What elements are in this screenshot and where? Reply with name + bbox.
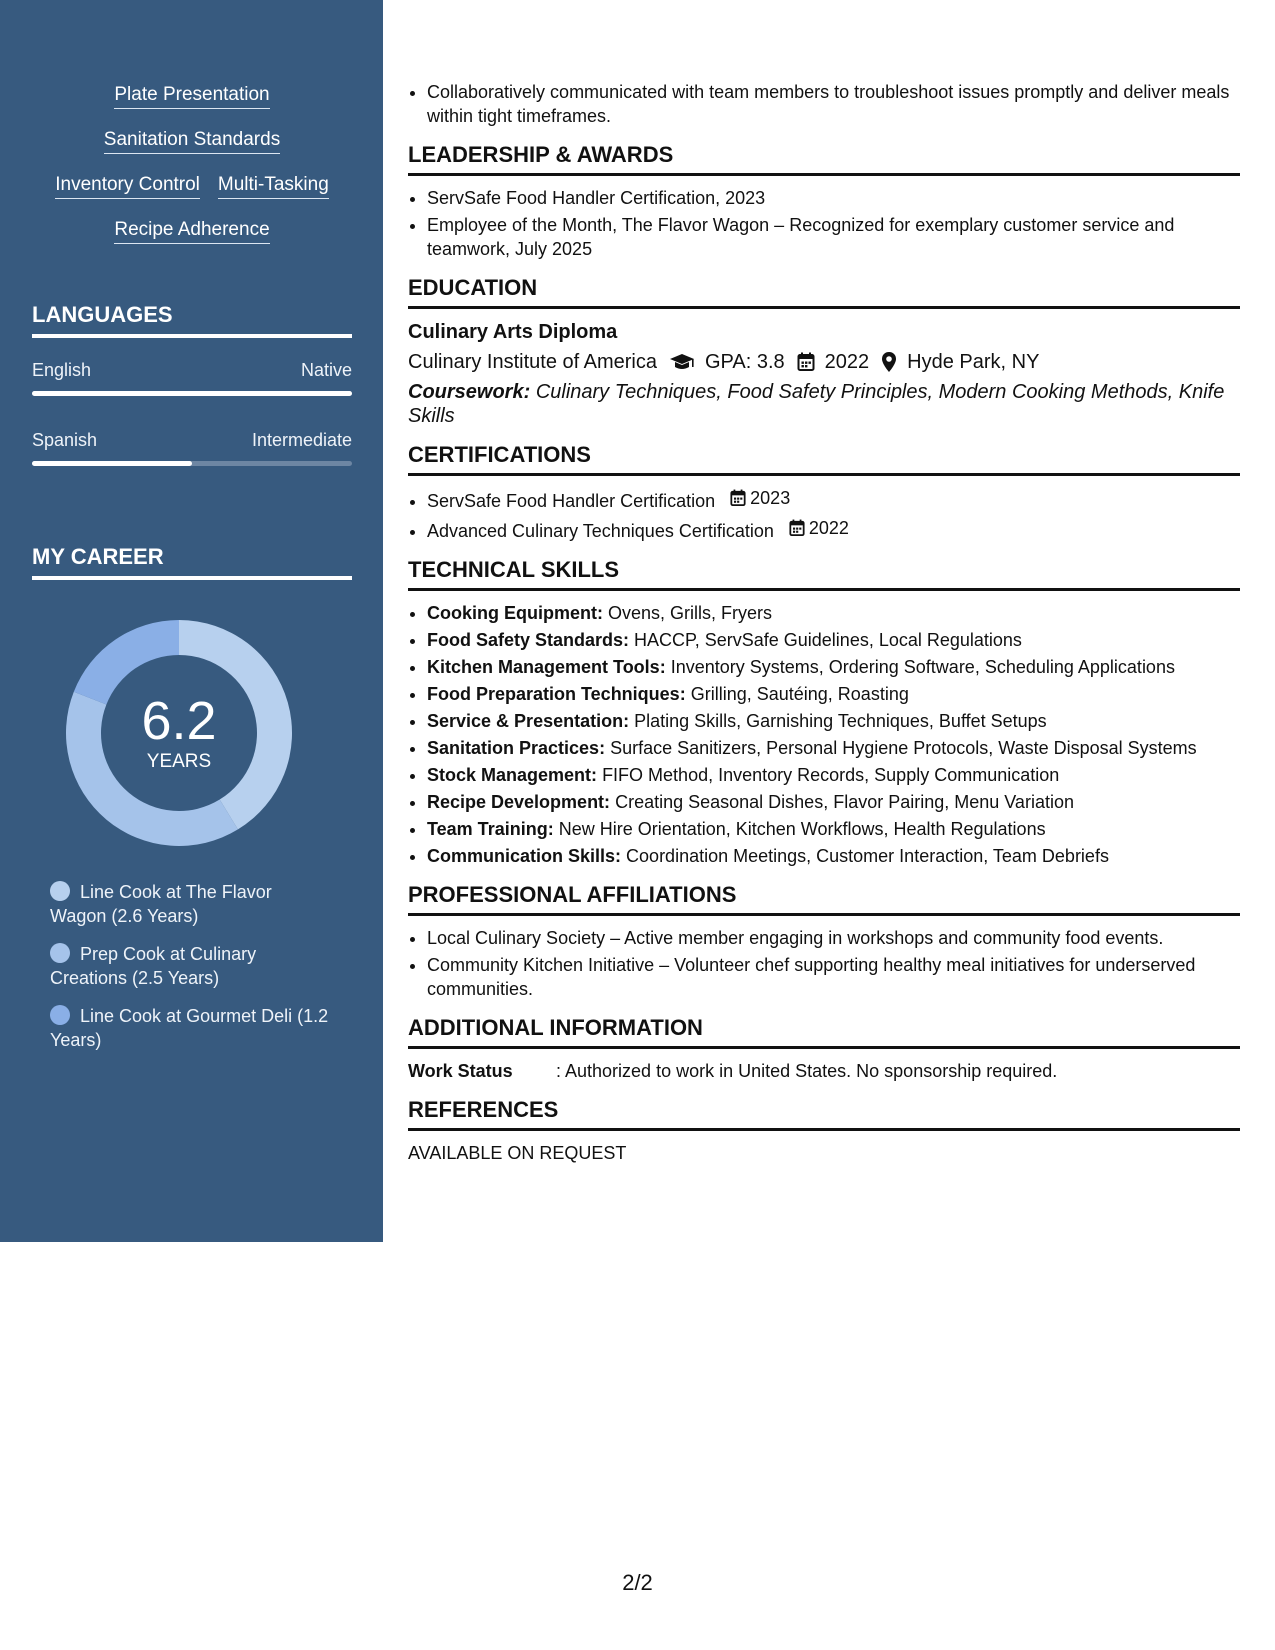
skill-tag: Inventory Control — [55, 174, 200, 199]
skill-tag: Recipe Adherence — [114, 219, 269, 244]
calendar-icon — [730, 489, 746, 507]
list-item: • Local Culinary Society – Active member engaging in workshops and community food events. — [427, 926, 1240, 950]
skill-label: Team Training: — [427, 819, 554, 839]
skill-label: Food Preparation Techniques: — [427, 684, 686, 704]
list-item: • Community Kitchen Initiative – Volunteer chef supporting healthy meal initiatives for underserved communities. — [427, 953, 1240, 1001]
section-title-references: REFERENCES — [408, 1097, 1240, 1131]
main-content — [408, 80, 1240, 1165]
education-coursework — [408, 380, 1240, 428]
technical-skill-item — [427, 763, 1240, 787]
language-spanish — [32, 429, 352, 466]
references-text: AVAILABLE ON REQUEST — [408, 1143, 627, 1163]
skill-value: Surface Sanitizers, Personal Hygiene Protocols, Waste Disposal Systems — [610, 738, 1197, 758]
skill-value: Coordination Meetings, Customer Interaction, Team Debriefs — [626, 846, 1109, 866]
technical-skill-item — [427, 601, 1240, 625]
skill-label: Sanitation Practices: — [427, 738, 606, 758]
legend-dot-icon — [50, 1005, 70, 1025]
skill-row — [32, 174, 352, 219]
experience-tail-list — [408, 80, 1240, 128]
career-role-label: Line Cook at Gourmet Deli (1.2 Years) — [50, 1006, 329, 1050]
skill-row — [32, 84, 352, 129]
language-level: Intermediate — [251, 430, 352, 450]
career-role-label: Prep Cook at Culinary Creations (2.5 Years) — [50, 944, 257, 988]
language-name: Spanish — [32, 430, 98, 450]
career-role-label: Line Cook at The Flavor Wagon (2.6 Years) — [50, 882, 272, 926]
section-title-leadership: LEADERSHIP & AWARDS — [408, 142, 1240, 176]
skill-label: Kitchen Management Tools: — [427, 657, 666, 677]
skill-label: Cooking Equipment: — [427, 603, 603, 623]
education-school: Culinary Institute of America — [408, 351, 657, 373]
education-location: Hyde Park, NY — [907, 351, 1040, 373]
skill-tag: Sanitation Standards — [104, 129, 280, 154]
technical-skill-item — [427, 682, 1240, 706]
skill-label: Communication Skills: — [427, 846, 622, 866]
certification-item — [427, 486, 1240, 513]
work-status-value: : Authorized to work in United States. No sponsorship required. — [556, 1061, 1058, 1081]
career-legend-item — [50, 880, 330, 928]
section-title-certifications: CERTIFICATIONS — [408, 442, 1240, 476]
languages-heading: LANGUAGES — [32, 302, 352, 338]
skill-label: Recipe Development: — [427, 792, 611, 812]
skill-row — [32, 129, 352, 174]
career-legend-item — [50, 1004, 330, 1052]
technical-skill-item — [427, 844, 1240, 868]
skill-tag: Plate Presentation — [114, 84, 269, 109]
sidebar — [0, 0, 383, 1242]
skill-tag: Multi-Tasking — [218, 174, 329, 199]
certification-year: 2023 — [750, 488, 791, 508]
certification-year: 2022 — [808, 518, 849, 538]
list-item: • ServSafe Food Handler Certification, 2023 — [427, 186, 1240, 210]
work-status-row — [408, 1059, 1240, 1083]
language-bar — [32, 461, 352, 466]
legend-dot-icon — [50, 943, 70, 963]
calendar-icon — [797, 352, 815, 372]
technical-skill-item — [427, 736, 1240, 760]
coursework-label: Coursework: — [408, 381, 531, 403]
skill-label: Service & Presentation: — [427, 711, 630, 731]
skill-value: Inventory Systems, Ordering Software, Scheduling Applications — [670, 657, 1175, 677]
language-bar-fill — [32, 391, 352, 396]
skill-value: HACCP, ServSafe Guidelines, Local Regulations — [634, 630, 1022, 650]
career-donut-chart — [66, 620, 292, 846]
language-bar-fill — [32, 461, 192, 466]
leadership-list — [408, 186, 1240, 261]
career-legend — [50, 880, 330, 1066]
skill-value: Grilling, Sautéing, Roasting — [690, 684, 909, 704]
skill-value: Ovens, Grills, Fryers — [608, 603, 773, 623]
education-details — [408, 348, 1240, 376]
technical-skills-list — [408, 601, 1240, 868]
skill-label: Stock Management: — [427, 765, 598, 785]
technical-skill-item — [427, 655, 1240, 679]
education-year: 2022 — [824, 351, 870, 373]
technical-skill-item — [427, 817, 1240, 841]
section-title-education: EDUCATION — [408, 275, 1240, 309]
affiliations-list — [408, 926, 1240, 1001]
career-legend-item — [50, 942, 330, 990]
calendar-icon — [789, 519, 805, 537]
career-heading: MY CAREER — [32, 544, 352, 580]
technical-skill-item — [427, 709, 1240, 733]
list-item: • Collaboratively communicated with team members to troubleshoot issues promptly and deliver meals within tight timeframes. — [427, 80, 1240, 128]
location-pin-icon — [881, 351, 897, 373]
skill-row — [32, 219, 352, 264]
work-status-label: Work Status — [408, 1061, 513, 1081]
skill-value: Plating Skills, Garnishing Techniques, Buffet Setups — [634, 711, 1047, 731]
section-title-technical-skills: TECHNICAL SKILLS — [408, 557, 1240, 591]
certifications-list — [408, 486, 1240, 543]
section-title-affiliations: PROFESSIONAL AFFILIATIONS — [408, 882, 1240, 916]
language-name: English — [32, 360, 92, 380]
education-degree: Culinary Arts Diploma — [408, 321, 618, 343]
certification-name: ServSafe Food Handler Certification — [427, 491, 716, 511]
list-item: • Employee of the Month, The Flavor Wagon – Recognized for exemplary customer service and teamwork, July 2025 — [427, 213, 1240, 261]
skill-value: Creating Seasonal Dishes, Flavor Pairing, Menu Variation — [615, 792, 1074, 812]
skill-label: Food Safety Standards: — [427, 630, 630, 650]
career-unit: YEARS — [146, 751, 212, 772]
skill-value: New Hire Orientation, Kitchen Workflows, Health Regulations — [558, 819, 1046, 839]
legend-dot-icon — [50, 881, 70, 901]
language-english — [32, 359, 352, 396]
technical-skill-item — [427, 790, 1240, 814]
skill-value: FIFO Method, Inventory Records, Supply Communication — [602, 765, 1060, 785]
career-total: 6.2 — [141, 691, 217, 751]
technical-skill-item — [427, 628, 1240, 652]
language-bar — [32, 391, 352, 396]
certification-item — [427, 516, 1240, 543]
language-level: Native — [300, 360, 352, 380]
page-number: 2/2 — [622, 1570, 653, 1595]
certification-name: Advanced Culinary Techniques Certification — [427, 521, 774, 541]
graduation-cap-icon — [669, 352, 695, 372]
skills-list — [32, 84, 352, 264]
coursework-value: Culinary Techniques, Food Safety Principles, Modern Cooking Methods, Knife Skills — [408, 381, 1225, 427]
education-gpa: GPA: 3.8 — [705, 351, 785, 373]
section-title-additional-info: ADDITIONAL INFORMATION — [408, 1015, 1240, 1049]
